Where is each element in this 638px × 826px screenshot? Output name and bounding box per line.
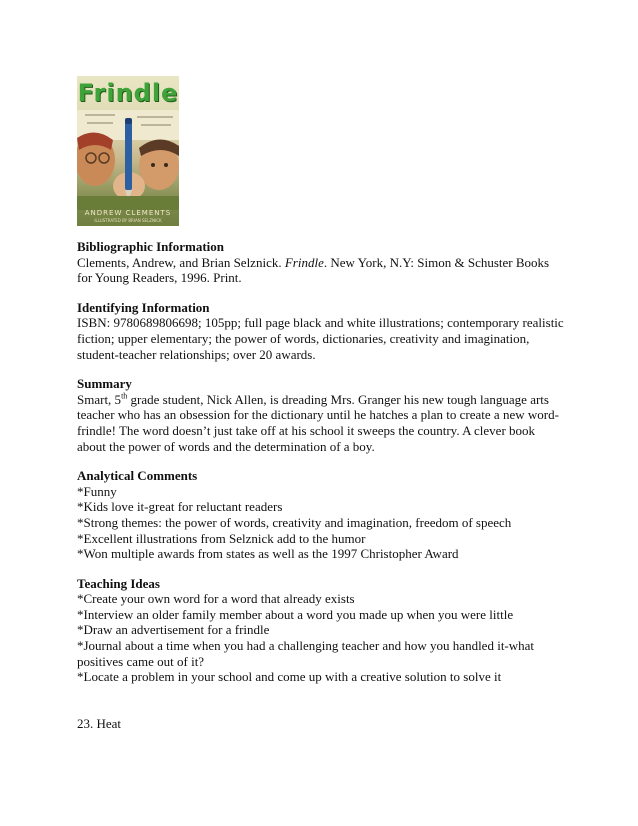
analytical-heading: Analytical Comments (77, 468, 198, 484)
review-content (77, 239, 567, 699)
cover-title: Frindle (77, 79, 179, 107)
citation-publisher: . New York, N.Y: Simon & Schuster Books for Young Readers, 1996. Print. (77, 254, 550, 286)
analytical-item: *Kids love it-great for reluctant readers (77, 499, 283, 515)
citation-title: Frindle (284, 254, 324, 270)
bibliographic-heading: Bibliographic Information (77, 239, 224, 254)
identifying-section (77, 300, 567, 362)
analytical-item: *Strong themes: the power of words, creativity and imagination, freedom of speech (77, 514, 512, 530)
book-cover-image (77, 76, 179, 226)
next-entry-label: 23. Heat (77, 716, 122, 731)
bibliographic-citation (77, 255, 567, 286)
analytical-item: *Excellent illustrations from Selznick add to the humor (77, 530, 366, 546)
cover-author: ANDREW CLEMENTS (84, 209, 172, 217)
summary-superscript: th (121, 391, 128, 401)
summary-text (77, 392, 567, 454)
teaching-item: *Draw an advertisement for a frindle (77, 622, 270, 638)
teaching-section (77, 576, 567, 685)
analytical-item: *Won multiple awards from states as well as the 1997 Christopher Award (77, 546, 459, 562)
identifying-heading: Identifying Information (77, 299, 210, 315)
analytical-item: *Funny (77, 483, 117, 499)
teaching-item: *Create your own word for a word that already exists (77, 591, 355, 607)
identifying-text: ISBN: 9780689806698; 105pp; full page black and white illustrations; contemporary realistic fiction; upper elementary; the power of words, dictionaries, creativity and imagination, student-teacher relationships; over 20 awards. (77, 315, 564, 362)
teaching-item: *Locate a problem in your school and come up with a creative solution to solve it (77, 669, 502, 685)
bibliographic-section (77, 239, 567, 286)
cover-illustration (77, 110, 179, 210)
teaching-item: *Journal about a time when you had a challenging teacher and how you handled it-what positives came out of it? (77, 638, 535, 669)
summary-section (77, 376, 567, 454)
summary-heading: Summary (77, 376, 132, 392)
summary-text-rest: grade student, Nick Allen, is dreading Mrs. Granger his new tough language arts teacher who has an obsession for the dictionary until he hatches a plan to create a new word-frindle! The word doesn’t just take off at his school it sweeps the country. A clever book about the power of words and the determination of a boy. (77, 391, 559, 454)
analytical-section (77, 468, 567, 562)
teaching-item: *Interview an older family member about a word you made up when you were little (77, 606, 514, 622)
citation-authors: Clements, Andrew, and Brian Selznick. (77, 254, 285, 270)
cover-illustrator-line: ILLUSTRATED BY BRIAN SELZNICK (94, 218, 162, 223)
summary-text-start: Smart, 5 (77, 391, 122, 407)
teaching-heading: Teaching Ideas (77, 575, 160, 591)
